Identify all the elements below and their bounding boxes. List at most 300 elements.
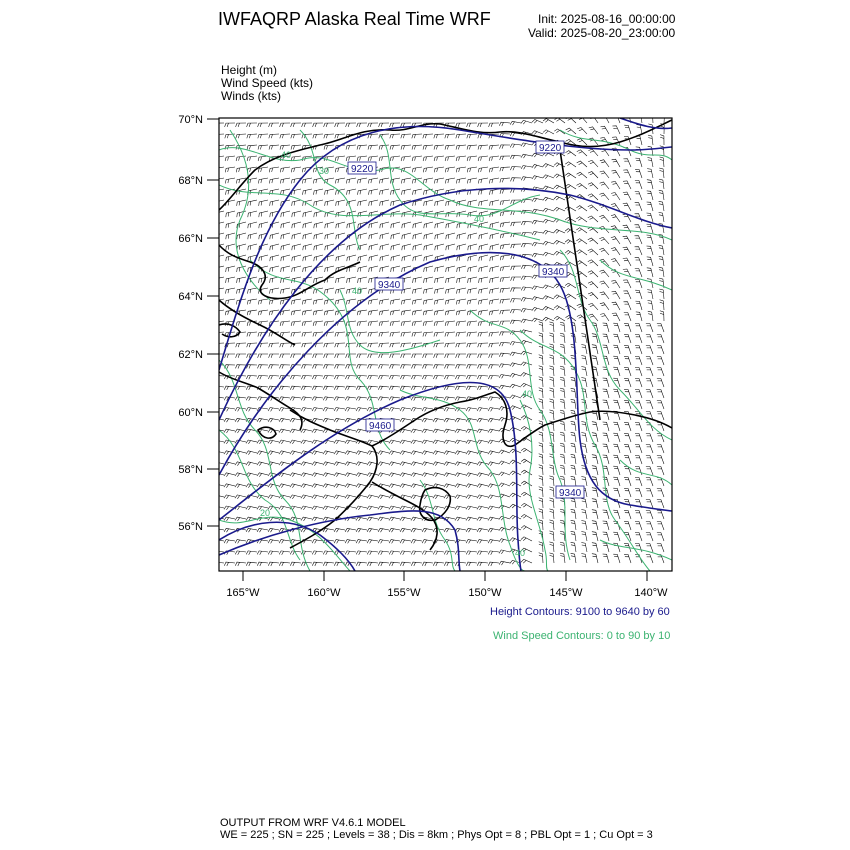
wind-barb xyxy=(613,422,620,431)
wind-barb xyxy=(477,429,488,433)
wind-barb xyxy=(549,509,554,519)
wind-barb xyxy=(345,375,356,379)
wind-barb xyxy=(368,332,378,337)
wind-barb xyxy=(401,365,412,369)
wind-barb xyxy=(336,233,345,239)
wind-barb xyxy=(280,123,290,127)
wind-barb xyxy=(357,156,367,161)
wind-barb xyxy=(258,299,268,305)
wind-barb xyxy=(657,368,664,377)
wind-barb xyxy=(346,299,356,305)
wind-barb xyxy=(581,367,587,377)
wind-barb xyxy=(457,266,466,272)
wind-barb xyxy=(543,175,554,179)
wind-barb xyxy=(423,167,433,172)
wind-barb xyxy=(659,190,664,200)
wind-barb xyxy=(246,375,257,379)
wind-barb xyxy=(269,167,279,172)
wind-barb xyxy=(389,462,400,466)
wind-barb xyxy=(521,177,532,181)
wind-barb xyxy=(521,459,532,464)
wind-barb xyxy=(334,484,345,488)
wind-barb xyxy=(358,211,367,217)
wind-barb xyxy=(657,357,664,366)
wind-barb xyxy=(312,408,323,412)
lat-label: 60°N xyxy=(178,407,203,419)
wind-barb xyxy=(477,540,488,544)
wind-barb xyxy=(268,451,279,455)
wind-barb xyxy=(478,156,488,161)
wind-barb xyxy=(389,517,400,521)
wind-barb xyxy=(657,467,664,476)
wind-barb xyxy=(560,399,565,409)
wind-barb xyxy=(657,390,664,399)
wind-barb xyxy=(389,440,400,444)
wind-barb xyxy=(478,299,488,305)
wind-barb xyxy=(422,451,433,455)
wind-barb xyxy=(247,310,257,315)
wind-barb xyxy=(477,418,488,422)
wind-barb xyxy=(571,509,576,519)
wind-barb xyxy=(302,332,312,337)
wind-barb xyxy=(368,310,378,315)
wind-barb xyxy=(379,145,389,150)
wind-barb xyxy=(565,305,576,310)
wind-barb xyxy=(346,156,356,161)
wind-barb xyxy=(303,189,313,195)
wind-contour xyxy=(470,310,570,560)
wind-barb xyxy=(389,562,400,566)
wind-barb xyxy=(434,321,444,326)
wind-barb xyxy=(345,418,356,422)
wind-barb xyxy=(434,343,444,347)
wind-barb xyxy=(323,495,334,499)
wind-barb xyxy=(648,311,653,321)
wind-barb xyxy=(657,489,664,498)
wind-barb xyxy=(521,265,532,269)
wind-barb xyxy=(635,422,642,431)
wind-barb xyxy=(549,476,554,486)
wind-barb xyxy=(434,332,444,337)
wind-barb xyxy=(646,390,653,399)
wind-barb xyxy=(325,200,334,206)
wind-barb xyxy=(390,354,400,358)
wind-barb xyxy=(269,354,279,358)
wind-barb xyxy=(635,488,642,497)
wind-barb xyxy=(648,135,653,145)
wind-barb xyxy=(302,310,312,315)
wind-barb xyxy=(369,189,379,195)
wind-barb xyxy=(659,168,664,178)
wind-barb xyxy=(290,429,301,433)
wind-barb xyxy=(445,310,455,315)
wind-barb xyxy=(635,345,642,354)
wind-barb xyxy=(400,506,411,510)
wind-barb xyxy=(489,332,499,337)
wind-barb xyxy=(279,386,290,390)
wind-barb xyxy=(247,123,257,127)
wind-barb xyxy=(488,495,499,499)
wind-barb xyxy=(301,440,312,444)
wind-barb xyxy=(246,562,257,566)
wind-barb xyxy=(457,244,466,250)
wind-barb xyxy=(499,417,510,421)
wind-barb xyxy=(603,378,609,387)
wind-barb xyxy=(368,365,379,369)
wind-barb xyxy=(411,484,422,488)
model-version: OUTPUT FROM WRF V4.6.1 MODEL xyxy=(220,817,406,829)
wind-barb xyxy=(268,418,279,422)
wind-barb xyxy=(269,145,279,150)
wind-barb xyxy=(259,222,268,228)
wind-barb xyxy=(357,178,367,184)
wind-barb xyxy=(258,156,268,161)
wind-barb xyxy=(521,287,532,291)
wind-barb xyxy=(478,145,488,150)
wind-barb xyxy=(290,484,301,488)
wind-barb xyxy=(592,455,598,464)
wind-barb xyxy=(466,540,477,544)
wind-label: 20 xyxy=(260,508,271,518)
lon-label: 145°W xyxy=(549,587,583,599)
wind-barb xyxy=(378,528,389,532)
wind-barb xyxy=(224,540,235,544)
wind-barb xyxy=(488,528,499,532)
wind-barb xyxy=(446,277,455,283)
wind-barb xyxy=(588,216,598,222)
wind-barb xyxy=(290,386,301,390)
wind-barb xyxy=(466,517,477,521)
wind-barb xyxy=(660,300,664,310)
wind-barb xyxy=(613,334,620,343)
wind-barb xyxy=(635,290,642,299)
wind-barb xyxy=(434,134,444,138)
svg-text:9220: 9220 xyxy=(351,164,374,175)
wind-barb xyxy=(390,123,400,127)
wind-barb xyxy=(636,136,642,145)
map-title: IWFAQRP Alaska Real Time WRF xyxy=(218,9,491,29)
wind-barb xyxy=(390,332,400,337)
wind-barb xyxy=(657,379,664,388)
wind-barb xyxy=(312,462,323,466)
wind-barb xyxy=(560,553,565,563)
wind-barb xyxy=(623,181,631,189)
wind-barb xyxy=(635,389,642,398)
wind-barb xyxy=(613,488,620,497)
wind-barb xyxy=(603,444,609,453)
wind-barb xyxy=(657,335,664,344)
wind-barb xyxy=(635,510,642,519)
wind-barb xyxy=(335,332,345,337)
wind-barb xyxy=(444,440,455,444)
wind-barb xyxy=(356,540,367,544)
wind-barb xyxy=(500,266,510,271)
wind-barb xyxy=(511,178,522,182)
wind-barb xyxy=(612,291,621,299)
wind-barb xyxy=(500,299,510,303)
wind-barb xyxy=(467,123,477,127)
wind-barb xyxy=(467,299,477,305)
wind-barb xyxy=(358,200,367,206)
wind-barb xyxy=(635,169,642,178)
wind-barb xyxy=(257,418,268,422)
wind-barb xyxy=(490,277,499,283)
wind-barb xyxy=(435,277,444,283)
wind-barb xyxy=(325,233,334,239)
wind-barb xyxy=(549,487,554,497)
wind-barb xyxy=(565,229,576,233)
wind-barb xyxy=(467,354,477,358)
wind-barb xyxy=(279,540,290,544)
wind-barb xyxy=(623,225,631,233)
wind-barb xyxy=(539,432,543,442)
wind-barb xyxy=(488,562,499,566)
wind-barb xyxy=(400,408,411,412)
wind-barb xyxy=(433,451,444,455)
wind-barb xyxy=(357,332,367,337)
wind-barb xyxy=(345,495,356,499)
wind-barb xyxy=(499,472,510,476)
wind-barb xyxy=(225,299,235,305)
wind-barb xyxy=(367,506,378,510)
wind-barb xyxy=(247,332,257,337)
wind-barb xyxy=(356,517,367,521)
wind-barb xyxy=(434,145,444,150)
wind-barb xyxy=(581,532,587,542)
wind-barb xyxy=(560,344,565,354)
wind-barb xyxy=(312,473,323,477)
wind-barb xyxy=(424,288,434,294)
wind-barb xyxy=(279,562,290,566)
svg-text:9220: 9220 xyxy=(539,143,562,154)
wind-barb xyxy=(445,365,456,369)
wind-barb xyxy=(413,233,422,239)
wind-barb xyxy=(400,517,411,521)
wind-barb xyxy=(539,476,543,486)
svg-text:9340: 9340 xyxy=(542,267,565,278)
wind-barb xyxy=(456,299,466,305)
wind-barb xyxy=(467,134,477,138)
wind-barb xyxy=(335,343,345,347)
wind-barb xyxy=(401,134,411,138)
wind-barb xyxy=(400,418,411,422)
wind-barb xyxy=(323,451,334,455)
wind-barb xyxy=(380,233,389,239)
wind-barb xyxy=(434,310,444,315)
wind-barb xyxy=(368,321,378,326)
wind-barb xyxy=(259,200,268,206)
wind-barb xyxy=(532,307,543,311)
wind-barb xyxy=(611,237,620,244)
wind-barb xyxy=(356,506,367,510)
wind-barb xyxy=(367,540,378,544)
wind-barb xyxy=(581,334,587,344)
wind-barb xyxy=(412,156,422,161)
wind-barb xyxy=(521,221,532,225)
wind-barb xyxy=(510,155,521,159)
wind-barb xyxy=(657,346,664,355)
wind-barb xyxy=(347,277,356,283)
wind-barb xyxy=(313,123,323,127)
wind-barb xyxy=(521,166,532,170)
wind-barb xyxy=(576,206,587,211)
wind-barb xyxy=(334,462,345,466)
wind-barb xyxy=(292,222,301,228)
wind-barb xyxy=(236,134,246,138)
wind-barb xyxy=(635,269,642,277)
wind-barb xyxy=(313,332,323,337)
wind-barb xyxy=(323,528,334,532)
wind-barb xyxy=(270,255,279,261)
wind-barb xyxy=(224,517,235,521)
wind-barb xyxy=(624,389,631,398)
wind-barb xyxy=(571,443,576,453)
wind-barb xyxy=(479,244,488,250)
wind-barb xyxy=(303,266,312,272)
wind-barb xyxy=(490,266,499,272)
wind-barb xyxy=(577,116,587,123)
wind-barb xyxy=(401,178,411,184)
wind-barb xyxy=(510,363,521,367)
wind-barb xyxy=(521,514,532,519)
wind-barb xyxy=(456,332,466,337)
wind-barb xyxy=(477,562,488,566)
wind-barb xyxy=(444,408,455,412)
wind-barb xyxy=(468,244,477,250)
wind-barb xyxy=(257,462,268,466)
wind-barb xyxy=(226,211,235,217)
wind-barb xyxy=(532,297,543,301)
wind-barb xyxy=(510,384,521,388)
wind-barb xyxy=(571,476,576,486)
wind-barb xyxy=(467,365,478,369)
lat-label: 62°N xyxy=(178,349,203,361)
wind-barb xyxy=(581,554,587,564)
wind-barb xyxy=(346,123,356,127)
wind-barb xyxy=(237,200,246,206)
wind-barb xyxy=(468,200,477,206)
wind-barb xyxy=(635,532,642,541)
wind-barb xyxy=(389,451,400,455)
wind-barb xyxy=(499,450,510,454)
wind-barb xyxy=(423,321,433,326)
wind-barb xyxy=(571,454,576,464)
wind-barb xyxy=(477,495,488,499)
wind-barb xyxy=(323,473,334,477)
wind-barb xyxy=(291,123,301,127)
wind-barb xyxy=(543,241,554,245)
wind-barb xyxy=(477,408,488,412)
wind-barb xyxy=(422,429,433,433)
wind-barb xyxy=(269,134,279,138)
wind-barb xyxy=(422,551,433,555)
wind-barb xyxy=(588,183,598,189)
wind-barb xyxy=(603,433,609,442)
wind-barb xyxy=(624,488,631,497)
wind-barb xyxy=(423,365,434,369)
wind-barb xyxy=(611,181,620,189)
lon-label: 140°W xyxy=(634,587,668,599)
wind-barb xyxy=(380,244,389,250)
wind-barb xyxy=(279,506,290,510)
wind-barb xyxy=(490,189,500,195)
wind-barb xyxy=(390,299,400,305)
wind-barb xyxy=(455,451,466,455)
wind-barb xyxy=(635,323,642,332)
wind-barb xyxy=(411,375,422,379)
wind-barb xyxy=(347,255,356,261)
wind-barb xyxy=(539,465,543,475)
wind-barb xyxy=(565,151,576,156)
wind-barb xyxy=(510,309,521,313)
wind-barb xyxy=(423,332,433,337)
wind-barb xyxy=(334,375,345,379)
wind-barb xyxy=(411,517,422,521)
wind-barb xyxy=(624,334,631,343)
wind-barb xyxy=(466,528,477,532)
wind-barb xyxy=(646,346,653,355)
wind-barb xyxy=(301,462,312,466)
wind-barb xyxy=(301,375,312,379)
wind-barb xyxy=(554,316,565,321)
wind-barb xyxy=(510,167,521,171)
wind-barb xyxy=(412,310,422,315)
wind-barb xyxy=(571,465,576,475)
wind-barb xyxy=(400,562,411,566)
wind-barb xyxy=(510,374,521,378)
wind-barb xyxy=(499,561,510,565)
wind-barb xyxy=(411,440,422,444)
wind-barb xyxy=(246,408,257,412)
wind-barb xyxy=(412,134,422,138)
wind-barb xyxy=(334,386,345,390)
wind-barb xyxy=(402,222,411,228)
wind-barb xyxy=(402,255,411,261)
wind-barb xyxy=(422,462,433,466)
wind-barb xyxy=(499,483,510,487)
wind-barb xyxy=(334,451,345,455)
wind-barb xyxy=(367,517,378,521)
wind-barb xyxy=(624,510,631,519)
wind-barb xyxy=(378,562,389,566)
wind-barb xyxy=(445,332,455,337)
wind-barb xyxy=(646,489,653,498)
wind-barb xyxy=(603,345,609,354)
wind-barb xyxy=(478,354,488,358)
wind-barb xyxy=(225,123,235,127)
lat-label: 68°N xyxy=(178,175,203,187)
wind-barb xyxy=(646,445,653,454)
wind-barb xyxy=(581,345,587,355)
wind-barb xyxy=(592,510,598,519)
wind-barb xyxy=(336,200,345,206)
wind-barb xyxy=(379,299,389,305)
wind-barb xyxy=(560,454,565,464)
wind-barb xyxy=(554,295,565,299)
wind-barb xyxy=(613,532,620,541)
wind-barb xyxy=(624,521,631,530)
wind-barb xyxy=(657,445,664,454)
wind-barb xyxy=(539,366,543,376)
wind-barb xyxy=(379,354,389,358)
wind-barb xyxy=(380,189,390,195)
wind-barb xyxy=(647,169,653,178)
wind-barb xyxy=(367,528,378,532)
wind-barb xyxy=(246,451,257,455)
wind-barb xyxy=(603,400,609,409)
coastline-cook-inlet xyxy=(372,392,672,446)
wind-barb xyxy=(401,332,411,337)
